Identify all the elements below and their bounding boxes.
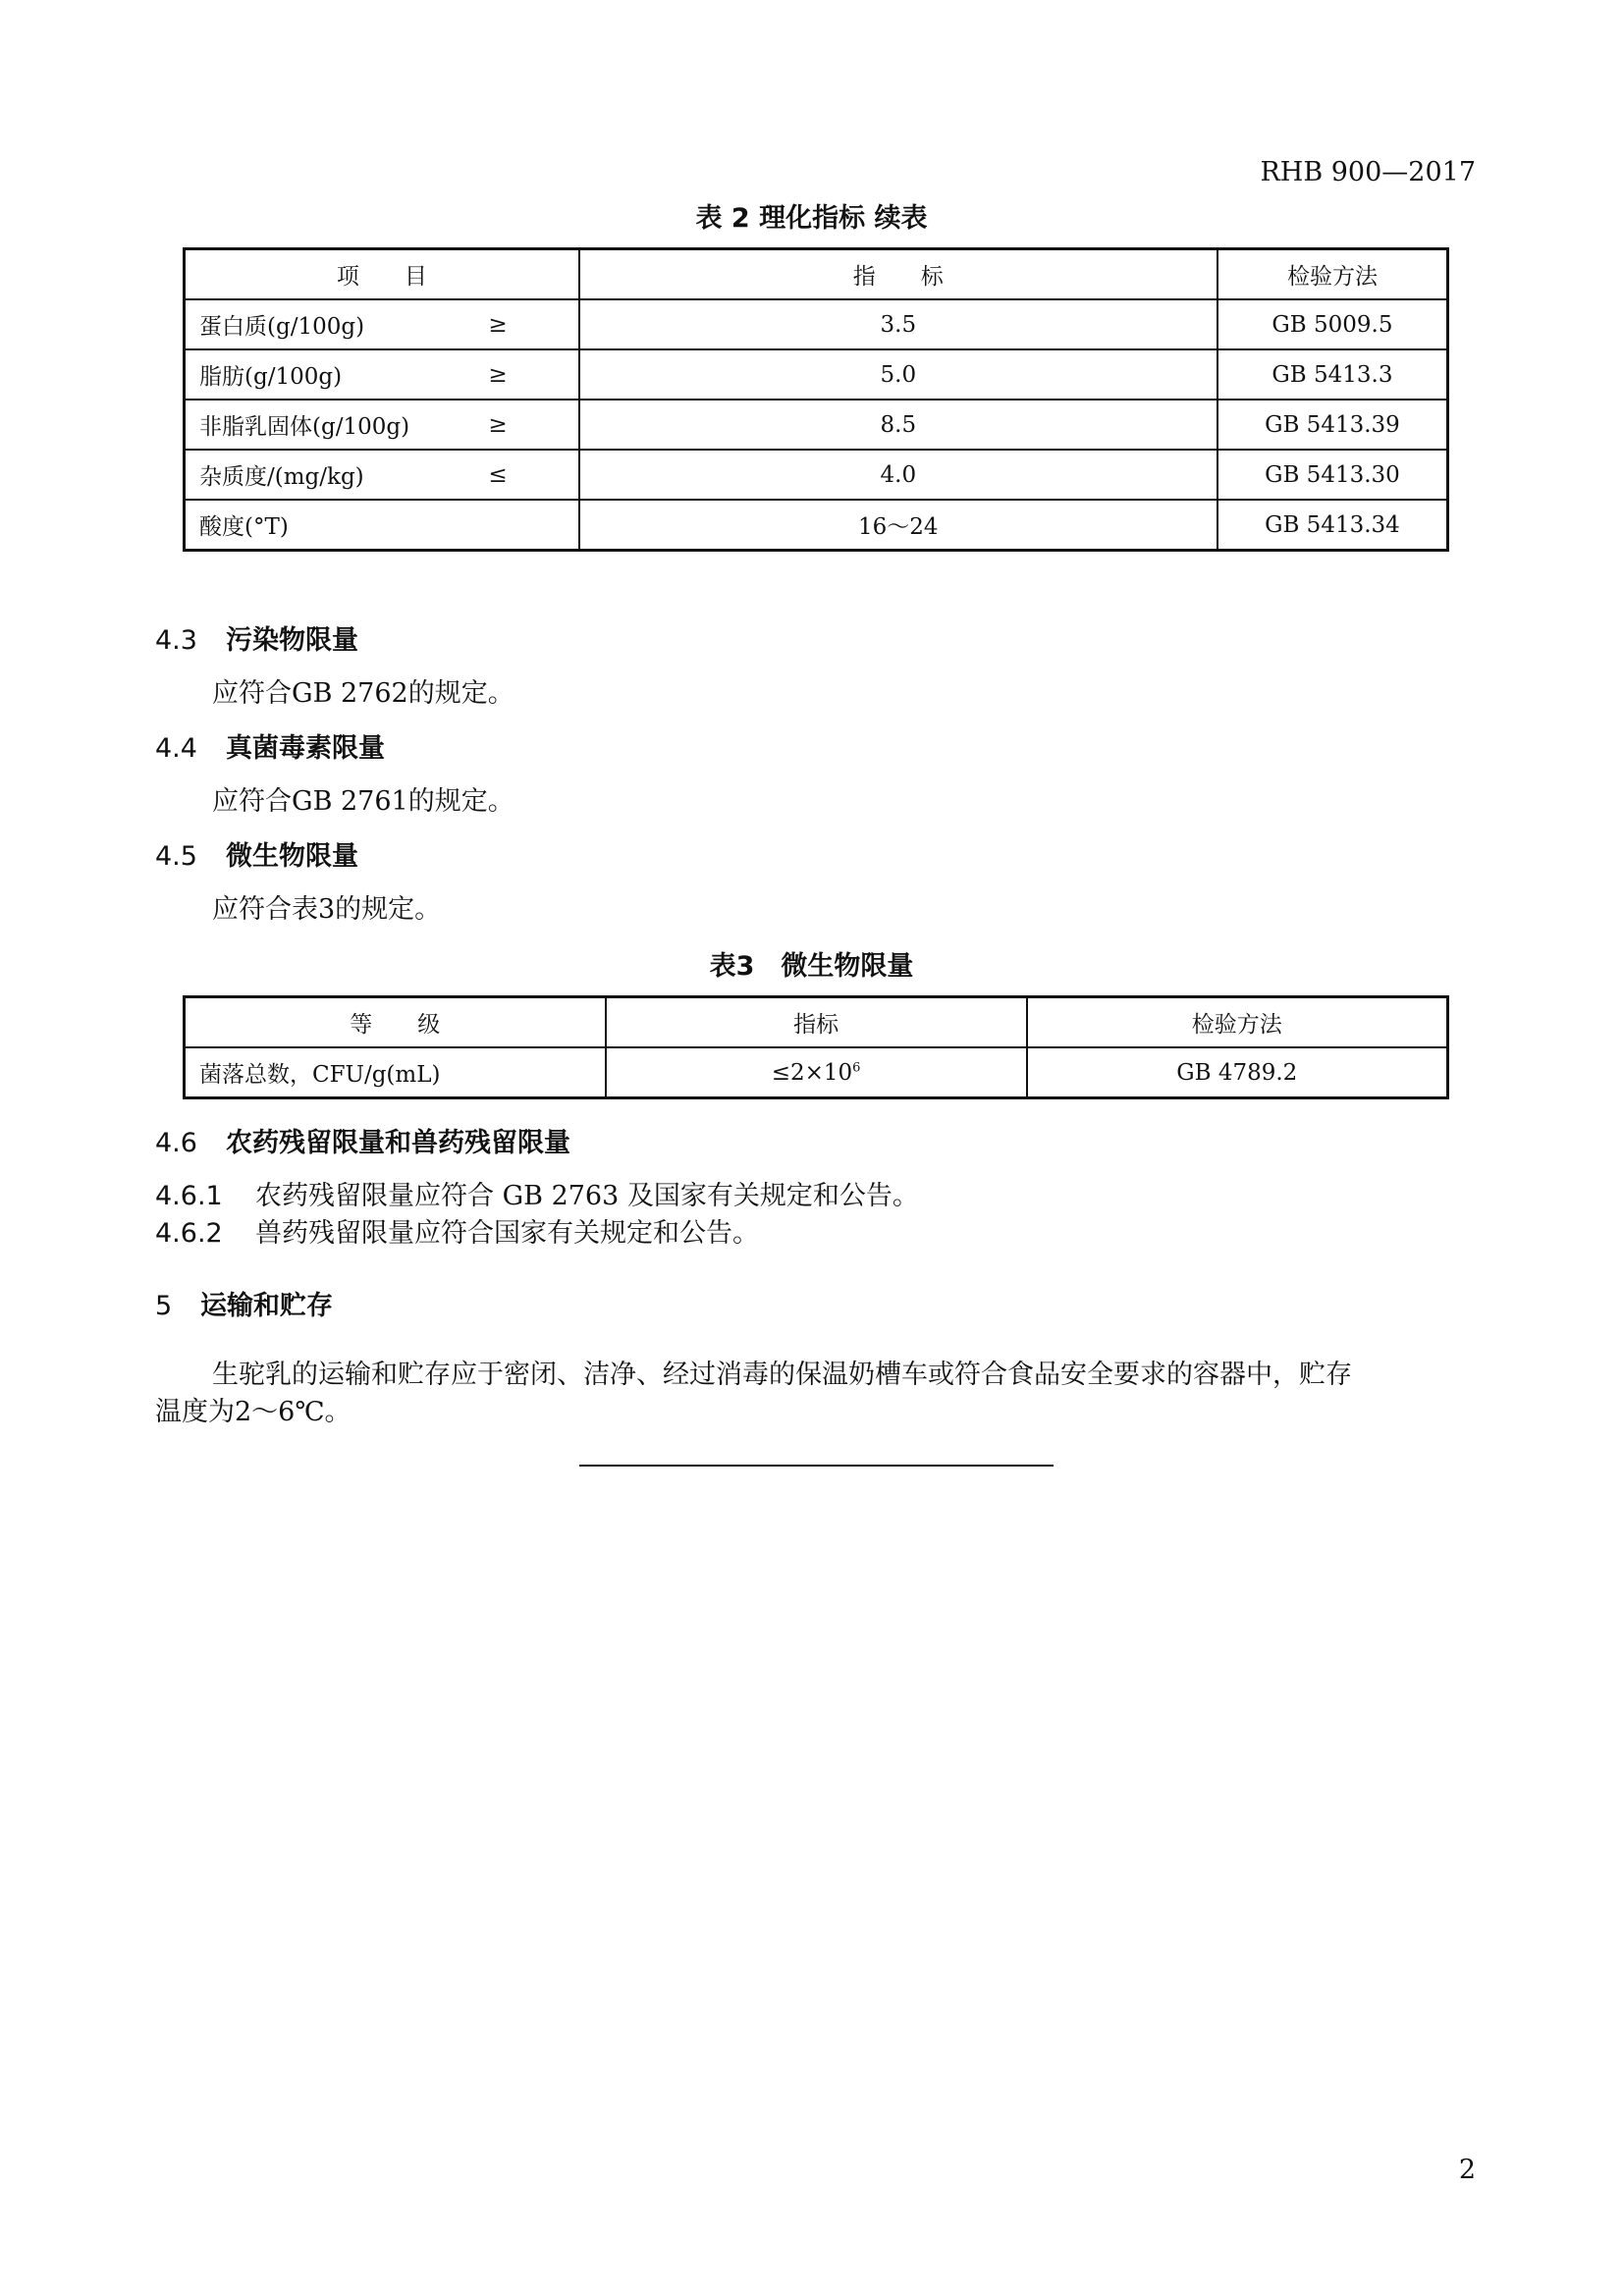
table3-header-row xyxy=(185,997,1448,1048)
section-number: 4.4 xyxy=(155,733,197,764)
section-4-6-heading xyxy=(155,1121,570,1159)
row-value: 3.5 xyxy=(579,299,1217,349)
row-item-cell xyxy=(185,450,579,500)
table3 xyxy=(183,995,1449,1099)
section-4-6-2 xyxy=(155,1211,759,1250)
row-symbol: ≤ xyxy=(488,461,508,488)
table-row xyxy=(185,299,1448,349)
row-method: GB 5413.34 xyxy=(1217,500,1448,551)
end-rule-divider xyxy=(579,1465,1054,1467)
row-method: GB 5413.3 xyxy=(1217,349,1448,400)
row-value: 16～24 xyxy=(579,500,1217,551)
section-number: 4.3 xyxy=(155,625,197,656)
table3-caption: 表3 微生物限量 xyxy=(709,951,914,982)
section-number: 4.6 xyxy=(155,1128,197,1158)
row-method: GB 5413.39 xyxy=(1217,400,1448,450)
row-symbol: ≥ xyxy=(488,361,508,388)
table-row xyxy=(185,500,1448,551)
subsection-text: 兽药残留限量应符合国家有关规定和公告。 xyxy=(255,1218,759,1249)
table-row xyxy=(185,450,1448,500)
section-4-4-heading xyxy=(155,726,385,765)
row-item: 蛋白质(g/100g) xyxy=(199,314,365,340)
section-title: 微生物限量 xyxy=(226,841,358,872)
table3-header-method: 检验方法 xyxy=(1027,997,1448,1048)
row-method: GB 5009.5 xyxy=(1217,299,1448,349)
section-number: 4.5 xyxy=(155,841,197,872)
row-item: 杂质度/(mg/kg) xyxy=(199,464,364,490)
subsection-text: 农药残留限量应符合 GB 2763 及国家有关规定和公告。 xyxy=(255,1181,919,1211)
row-value-base: ≤2×10 xyxy=(771,1059,853,1086)
table3-header-grade: 等 级 xyxy=(185,997,606,1048)
subsection-number: 4.6.1 xyxy=(155,1181,223,1211)
row-item-cell xyxy=(185,299,579,349)
row-item: 非脂乳固体(g/100g) xyxy=(199,414,410,440)
section-title: 真菌毒素限量 xyxy=(226,733,385,764)
row-item-cell xyxy=(185,500,579,551)
row-item: 菌落总数，CFU/g(mL) xyxy=(185,1047,606,1098)
section-4-5-text: 应符合表3的规定。 xyxy=(212,894,442,925)
table2 xyxy=(183,247,1449,552)
section-title: 运输和贮存 xyxy=(200,1291,333,1321)
row-item: 脂肪(g/100g) xyxy=(199,364,343,390)
row-value: 8.5 xyxy=(579,400,1217,450)
row-value: 5.0 xyxy=(579,349,1217,400)
section-title: 污染物限量 xyxy=(226,625,358,656)
table2-header-item: 项 目 xyxy=(185,249,579,300)
table-row xyxy=(185,349,1448,400)
section-4-3-text: 应符合GB 2762的规定。 xyxy=(212,678,514,709)
section-5-text-line2: 温度为2～6℃。 xyxy=(155,1397,352,1427)
subsection-number: 4.6.2 xyxy=(155,1218,223,1249)
section-title: 农药残留限量和兽药残留限量 xyxy=(226,1128,570,1158)
page-number: 2 xyxy=(1458,2155,1476,2185)
table2-caption: 表 2 理化指标 续表 xyxy=(695,203,928,234)
row-method: GB 5413.30 xyxy=(1217,450,1448,500)
row-item: 酸度(°T) xyxy=(199,514,289,540)
section-4-3-heading xyxy=(155,618,358,657)
table-row xyxy=(185,400,1448,450)
section-4-5-heading xyxy=(155,834,358,873)
row-item-cell xyxy=(185,349,579,400)
row-symbol: ≥ xyxy=(488,311,508,338)
row-value xyxy=(606,1047,1027,1098)
row-method: GB 4789.2 xyxy=(1027,1047,1448,1098)
section-5-heading xyxy=(155,1284,333,1322)
row-item-cell xyxy=(185,400,579,450)
table2-header-value: 指 标 xyxy=(579,249,1217,300)
section-4-6-1 xyxy=(155,1174,919,1212)
row-value-exponent: 6 xyxy=(852,1059,861,1075)
table2-header-row xyxy=(185,249,1448,300)
table-row xyxy=(185,1047,1448,1098)
section-5-text-line1: 生驼乳的运输和贮存应于密闭、洁净、经过消毒的保温奶槽车或符合食品安全要求的容器中，贮存 xyxy=(212,1360,1352,1390)
row-symbol: ≥ xyxy=(488,411,508,438)
row-value: 4.0 xyxy=(579,450,1217,500)
table2-header-method: 检验方法 xyxy=(1217,249,1448,300)
section-4-4-text: 应符合GB 2761的规定。 xyxy=(212,786,514,817)
section-number: 5 xyxy=(155,1291,173,1321)
table3-header-value: 指标 xyxy=(606,997,1027,1048)
document-code: RHB 900—2017 xyxy=(1260,157,1476,187)
